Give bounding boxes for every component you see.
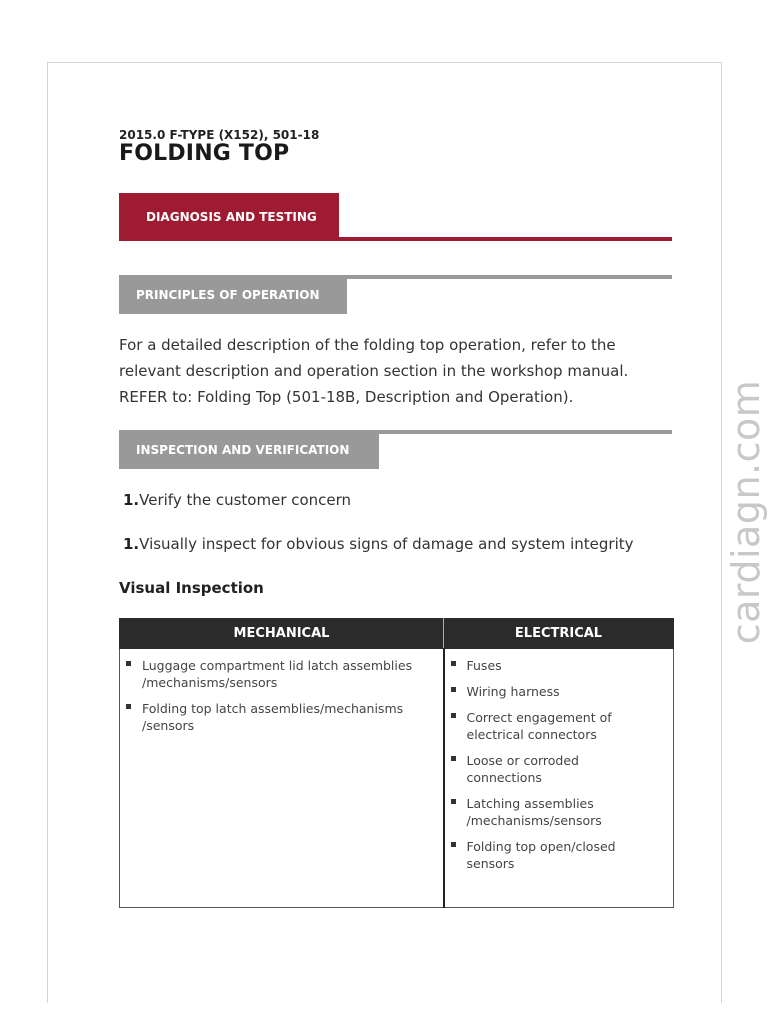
watermark: cardiagn.com bbox=[724, 379, 768, 645]
bullet-square-icon bbox=[451, 713, 456, 718]
bullet-square-icon bbox=[451, 842, 456, 847]
item-line: /mechanisms/sensors bbox=[142, 675, 278, 690]
visual-inspection-heading: Visual Inspection bbox=[119, 579, 264, 597]
bullet-square-icon bbox=[451, 687, 456, 692]
column-header-electrical: ELECTRICAL bbox=[444, 619, 674, 649]
section-heading: DIAGNOSIS AND TESTING bbox=[119, 193, 339, 241]
list-item bbox=[451, 795, 668, 829]
item-line: Folding top latch assemblies/mechanisms bbox=[142, 701, 404, 716]
visual-inspection-table bbox=[119, 618, 674, 908]
item-line: /sensors bbox=[142, 718, 195, 733]
electrical-cell bbox=[444, 649, 674, 908]
list-item bbox=[451, 683, 668, 700]
section-heading: INSPECTION AND VERIFICATION bbox=[119, 430, 379, 469]
list-item bbox=[451, 752, 668, 786]
paragraph-line: For a detailed description of the folding top operation, refer to the bbox=[119, 336, 616, 354]
section-diagnosis-and-testing bbox=[119, 193, 672, 241]
item-line: sensors bbox=[466, 856, 515, 871]
principles-paragraph bbox=[119, 332, 679, 410]
item-line: Latching assemblies bbox=[466, 796, 594, 811]
document-code: 2015.0 F-TYPE (X152), 501-18 bbox=[119, 128, 320, 142]
item-line: /mechanisms/sensors bbox=[466, 813, 602, 828]
step-text: Visually inspect for obvious signs of damage and system integrity bbox=[139, 535, 634, 553]
mechanical-list bbox=[126, 657, 437, 734]
step-item bbox=[123, 491, 351, 509]
bullet-square-icon bbox=[451, 799, 456, 804]
electrical-list bbox=[451, 657, 668, 872]
table-header-row bbox=[120, 619, 674, 649]
table-row bbox=[120, 649, 674, 908]
list-item bbox=[126, 657, 437, 691]
section-heading: PRINCIPLES OF OPERATION bbox=[119, 275, 347, 314]
item-line: Correct engagement of bbox=[466, 710, 612, 725]
item-line: Luggage compartment lid latch assemblies bbox=[142, 658, 413, 673]
list-item bbox=[451, 657, 668, 674]
item-line: electrical connectors bbox=[466, 727, 597, 742]
section-inspection-and-verification bbox=[119, 430, 672, 469]
item-line: Folding top open/closed bbox=[466, 839, 616, 854]
item-line: Loose or corroded bbox=[466, 753, 579, 768]
step-item bbox=[123, 535, 634, 553]
column-header-mechanical: MECHANICAL bbox=[120, 619, 444, 649]
paragraph-line: relevant description and operation section in the workshop manual. bbox=[119, 362, 629, 380]
item-line: Fuses bbox=[466, 658, 502, 673]
step-text: Verify the customer concern bbox=[139, 491, 352, 509]
list-item bbox=[451, 709, 668, 743]
bullet-square-icon bbox=[126, 704, 131, 709]
item-line: Wiring harness bbox=[466, 684, 560, 699]
step-number: 1. bbox=[123, 491, 140, 509]
section-principles-of-operation bbox=[119, 275, 672, 314]
list-item bbox=[126, 700, 437, 734]
paragraph-line: REFER to: Folding Top (501-18B, Description and Operation). bbox=[119, 388, 574, 406]
mechanical-cell bbox=[120, 649, 444, 908]
item-line: connections bbox=[466, 770, 542, 785]
step-number: 1. bbox=[123, 535, 140, 553]
bullet-square-icon bbox=[451, 661, 456, 666]
page-title: FOLDING TOP bbox=[119, 141, 290, 166]
bullet-square-icon bbox=[451, 756, 456, 761]
list-item bbox=[451, 838, 668, 872]
bullet-square-icon bbox=[126, 661, 131, 666]
